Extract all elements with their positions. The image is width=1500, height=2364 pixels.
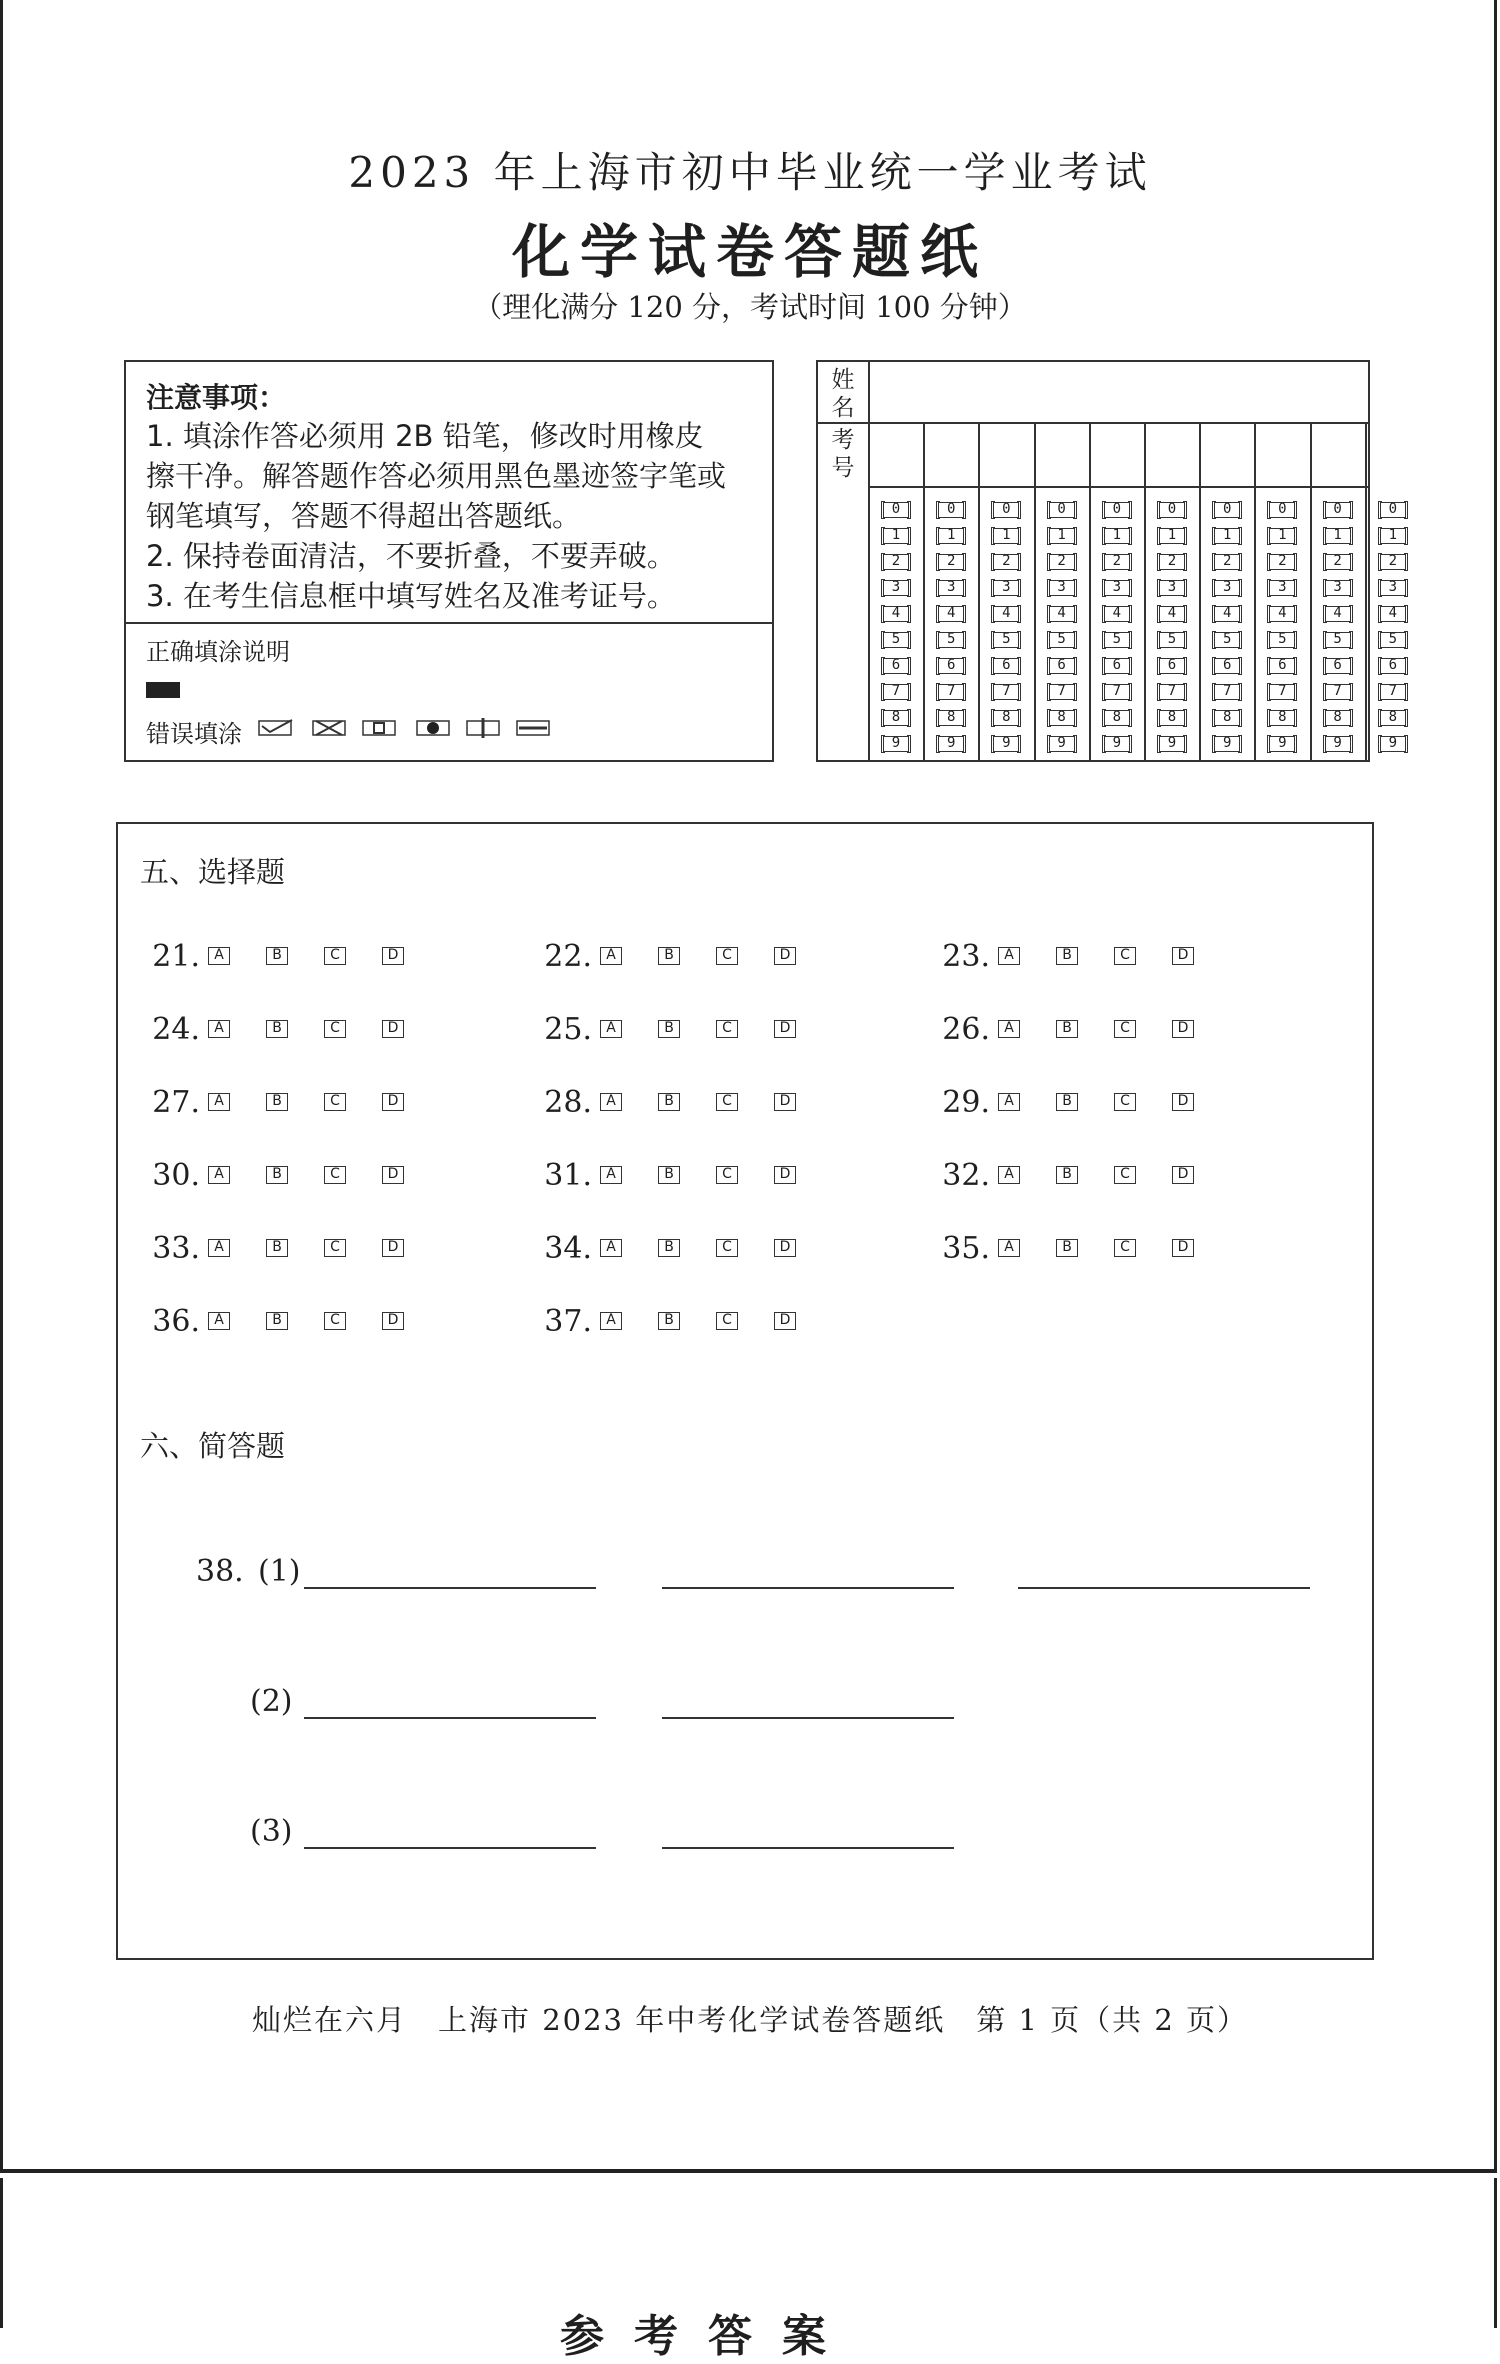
option-bubble-d[interactable]: D [382, 1020, 404, 1038]
option-bubble-c[interactable]: C [324, 1312, 346, 1330]
choice-question [532, 936, 832, 976]
answer-blank[interactable] [662, 1846, 954, 1849]
option-bubble-c[interactable]: C [324, 1166, 346, 1184]
option-bubble-b[interactable]: B [658, 1020, 680, 1038]
option-bubble-c[interactable]: C [324, 1020, 346, 1038]
option-bubble-b[interactable]: B [658, 1312, 680, 1330]
id-digit-bubble[interactable]: 3 [883, 580, 909, 596]
id-digit-bubble[interactable]: 6 [883, 658, 909, 674]
id-digit-bubble[interactable]: 5 [1049, 632, 1075, 648]
id-column-divider [923, 422, 925, 762]
id-column-divider [1144, 422, 1146, 762]
id-digit-bubble[interactable]: 4 [883, 606, 909, 622]
id-digit-bubble[interactable]: 6 [1380, 658, 1406, 674]
id-digit-bubble[interactable]: 3 [1159, 580, 1185, 596]
id-digit-bubble[interactable]: 8 [1269, 710, 1295, 726]
option-bubble-d[interactable]: D [774, 1093, 796, 1111]
id-digit-bubble[interactable]: 0 [1049, 502, 1075, 518]
id-digit-bubble[interactable]: 9 [1049, 736, 1075, 752]
option-bubble-a[interactable]: A [208, 947, 230, 965]
id-digit-bubble[interactable]: 5 [1269, 632, 1295, 648]
question-number: 30. [152, 1157, 200, 1193]
id-digit-bubble[interactable]: 1 [938, 528, 964, 544]
id-digit-bubble[interactable]: 7 [1049, 684, 1075, 700]
option-bubble-a[interactable]: A [600, 1093, 622, 1111]
option-bubble-d[interactable]: D [1172, 1166, 1194, 1184]
option-bubble-b[interactable]: B [266, 1020, 288, 1038]
id-digit-bubble[interactable]: 3 [1214, 580, 1240, 596]
id-digit-bubble[interactable]: 3 [1380, 580, 1406, 596]
id-digit-bubble[interactable]: 5 [1159, 632, 1185, 648]
id-digit-bubble[interactable]: 3 [1104, 580, 1130, 596]
id-digit-bubble[interactable]: 4 [1214, 606, 1240, 622]
id-digit-bubble[interactable]: 6 [1269, 658, 1295, 674]
option-bubble-c[interactable]: C [716, 1020, 738, 1038]
id-digit-bubble[interactable]: 2 [1325, 554, 1351, 570]
id-digit-bubble[interactable]: 9 [993, 736, 1019, 752]
option-bubble-c[interactable]: C [1114, 1093, 1136, 1111]
sheet-title: 化学试卷答题纸 [511, 218, 988, 286]
choice-question [930, 1009, 1230, 1049]
id-digit-bubble[interactable]: 2 [993, 554, 1019, 570]
wrong-fill-check-icon [258, 718, 294, 738]
option-bubble-a[interactable]: A [208, 1093, 230, 1111]
wrong-fill-cross-icon [312, 718, 348, 738]
answer-area [116, 822, 1374, 1960]
option-bubble-d[interactable]: D [774, 1239, 796, 1257]
wrong-fill-label: 错误填涂 [146, 720, 242, 748]
answer-blank[interactable] [304, 1846, 596, 1849]
id-digit-bubble[interactable]: 7 [1159, 684, 1185, 700]
question-number: 22. [544, 938, 592, 974]
question-number: 21. [152, 938, 200, 974]
option-bubble-d[interactable]: D [382, 1239, 404, 1257]
question-number: 24. [152, 1011, 200, 1047]
id-digit-bubble[interactable]: 2 [1159, 554, 1185, 570]
option-bubble-d[interactable]: D [1172, 1093, 1194, 1111]
exam-title: 2023 年上海市初中毕业统一学业考试 [348, 148, 1152, 197]
option-bubble-d[interactable]: D [1172, 947, 1194, 965]
option-bubble-a[interactable]: A [208, 1239, 230, 1257]
id-digit-bubble[interactable]: 9 [938, 736, 964, 752]
section-5-title: 五、选择题 [140, 855, 286, 889]
option-bubble-c[interactable]: C [716, 1239, 738, 1257]
id-digit-bubble[interactable]: 1 [883, 528, 909, 544]
option-bubble-a[interactable]: A [998, 1239, 1020, 1257]
exam-subtitle: （理化满分 120 分，考试时间 100 分钟） [473, 290, 1027, 324]
choice-question [140, 1301, 440, 1341]
question-number: 35. [942, 1230, 990, 1266]
id-digit-bubble[interactable]: 8 [1104, 710, 1130, 726]
id-digit-bubble[interactable]: 1 [1380, 528, 1406, 544]
id-column-divider [1199, 422, 1201, 762]
option-bubble-a[interactable]: A [998, 947, 1020, 965]
id-digit-bubble[interactable]: 1 [1214, 528, 1240, 544]
option-bubble-b[interactable]: B [658, 947, 680, 965]
id-digit-bubble[interactable]: 8 [883, 710, 909, 726]
id-digit-bubble[interactable]: 5 [938, 632, 964, 648]
id-digit-bubble[interactable]: 0 [1104, 502, 1130, 518]
id-digit-bubble[interactable]: 7 [883, 684, 909, 700]
id-digit-bubble[interactable]: 0 [1159, 502, 1185, 518]
id-digit-bubble[interactable]: 4 [1269, 606, 1295, 622]
option-bubble-c[interactable]: C [1114, 1020, 1136, 1038]
question-number: 34. [544, 1230, 592, 1266]
page-footer: 灿烂在六月 上海市 2023 年中考化学试卷答题纸 第 1 页（共 2 页） [251, 2003, 1248, 2037]
option-bubble-b[interactable]: B [658, 1093, 680, 1111]
option-bubble-b[interactable]: B [266, 1239, 288, 1257]
id-digit-bubble[interactable]: 3 [938, 580, 964, 596]
option-bubble-c[interactable]: C [324, 1093, 346, 1111]
id-digit-bubble[interactable]: 0 [938, 502, 964, 518]
question-number: 37. [544, 1303, 592, 1339]
question-number: 27. [152, 1084, 200, 1120]
choice-question [930, 1155, 1230, 1195]
question-number: 26. [942, 1011, 990, 1047]
id-digit-bubble[interactable]: 8 [1049, 710, 1075, 726]
option-bubble-d[interactable]: D [774, 1166, 796, 1184]
notice-box [124, 360, 774, 762]
id-digit-bubble[interactable]: 2 [1214, 554, 1240, 570]
id-digit-bubble[interactable]: 9 [1159, 736, 1185, 752]
id-digit-bubble[interactable]: 4 [1325, 606, 1351, 622]
option-bubble-c[interactable]: C [716, 1312, 738, 1330]
id-digit-bubble[interactable]: 1 [993, 528, 1019, 544]
notice-heading: 注意事项： [146, 381, 287, 414]
id-digit-bubble[interactable]: 9 [1380, 736, 1406, 752]
option-bubble-d[interactable]: D [1172, 1020, 1194, 1038]
id-digit-bubble[interactable]: 1 [1325, 528, 1351, 544]
option-bubble-c[interactable]: C [716, 1166, 738, 1184]
option-bubble-d[interactable]: D [382, 947, 404, 965]
choice-question [532, 1228, 832, 1268]
correct-fill-label: 正确填涂说明 [146, 638, 290, 666]
choice-question [140, 1228, 440, 1268]
notice-line: 2. 保持卷面清洁，不要折叠，不要弄破。 [146, 539, 676, 573]
choice-question [140, 1082, 440, 1122]
question-number: 23. [942, 938, 990, 974]
id-digit-bubble[interactable]: 7 [1380, 684, 1406, 700]
id-digit-bubble[interactable]: 9 [1325, 736, 1351, 752]
id-digit-bubble[interactable]: 0 [883, 502, 909, 518]
option-bubble-c[interactable]: C [1114, 947, 1136, 965]
notice-line: 1. 填涂作答必须用 2B 铅笔，修改时用橡皮 [146, 419, 704, 453]
id-digit-bubble[interactable]: 7 [1269, 684, 1295, 700]
choice-question [930, 936, 1230, 976]
id-digit-bubble[interactable]: 6 [938, 658, 964, 674]
option-bubble-d[interactable]: D [382, 1166, 404, 1184]
id-digit-bubble[interactable]: 6 [1104, 658, 1130, 674]
option-bubble-d[interactable]: D [774, 947, 796, 965]
id-digit-bubble[interactable]: 0 [993, 502, 1019, 518]
answer-blank[interactable] [662, 1586, 954, 1589]
id-digit-bubble[interactable]: 1 [1104, 528, 1130, 544]
wrong-fill-hline-icon [516, 718, 552, 738]
choice-question [140, 936, 440, 976]
option-bubble-b[interactable]: B [658, 1166, 680, 1184]
option-bubble-b[interactable]: B [1056, 1093, 1078, 1111]
option-bubble-b[interactable]: B [1056, 947, 1078, 965]
page-2-title: 参考答案 [560, 2311, 856, 2362]
id-digit-bubble[interactable]: 1 [1049, 528, 1075, 544]
id-digit-bubble[interactable]: 9 [1269, 736, 1295, 752]
question-number: 31. [544, 1157, 592, 1193]
id-digit-bubble[interactable]: 6 [1159, 658, 1185, 674]
id-digit-bubble[interactable]: 7 [1104, 684, 1130, 700]
id-digit-bubble[interactable]: 8 [993, 710, 1019, 726]
id-digit-bubble[interactable]: 5 [1214, 632, 1240, 648]
question-number: 32. [942, 1157, 990, 1193]
wrong-fill-bar-icon [362, 718, 398, 738]
choice-question [930, 1228, 1230, 1268]
option-bubble-c[interactable]: C [324, 1239, 346, 1257]
id-column-divider [1089, 422, 1091, 762]
option-bubble-b[interactable]: B [1056, 1166, 1078, 1184]
id-digit-bubble[interactable]: 4 [1049, 606, 1075, 622]
id-digit-bubble[interactable]: 9 [1214, 736, 1240, 752]
option-bubble-b[interactable]: B [266, 1093, 288, 1111]
option-bubble-c[interactable]: C [716, 947, 738, 965]
section-6-title: 六、简答题 [140, 1429, 286, 1463]
answer-blank[interactable] [304, 1586, 596, 1589]
id-digit-bubble[interactable]: 3 [1325, 580, 1351, 596]
option-bubble-b[interactable]: B [266, 1312, 288, 1330]
option-bubble-b[interactable]: B [1056, 1239, 1078, 1257]
id-digit-bubble[interactable]: 2 [1380, 554, 1406, 570]
option-bubble-c[interactable]: C [716, 1093, 738, 1111]
choice-question [140, 1155, 440, 1195]
id-digit-bubble[interactable]: 5 [1325, 632, 1351, 648]
id-digit-bubble[interactable]: 6 [1214, 658, 1240, 674]
option-bubble-b[interactable]: B [1056, 1020, 1078, 1038]
choice-question [930, 1082, 1230, 1122]
id-column-divider [1034, 422, 1036, 762]
option-bubble-b[interactable]: B [266, 947, 288, 965]
id-digit-bubble[interactable]: 5 [1104, 632, 1130, 648]
id-digit-bubble[interactable]: 3 [993, 580, 1019, 596]
notice-line: 3. 在考生信息框中填写姓名及准考证号。 [146, 579, 676, 613]
option-bubble-a[interactable]: A [600, 947, 622, 965]
option-bubble-b[interactable]: B [658, 1239, 680, 1257]
id-column-divider [978, 422, 980, 762]
notice-divider [126, 622, 772, 624]
option-bubble-c[interactable]: C [1114, 1166, 1136, 1184]
id-digit-bubble[interactable]: 2 [1104, 554, 1130, 570]
question-38-part-3: (3) [250, 1814, 293, 1849]
option-bubble-a[interactable]: A [600, 1166, 622, 1184]
id-digit-bubble[interactable]: 4 [1159, 606, 1185, 622]
id-digit-bubble[interactable]: 7 [1214, 684, 1240, 700]
option-bubble-b[interactable]: B [266, 1166, 288, 1184]
option-bubble-d[interactable]: D [382, 1312, 404, 1330]
option-bubble-a[interactable]: A [998, 1166, 1020, 1184]
question-number: 28. [544, 1084, 592, 1120]
id-digit-bubble[interactable]: 2 [938, 554, 964, 570]
id-label: 考号 [831, 427, 855, 481]
id-digit-bubble[interactable]: 3 [1049, 580, 1075, 596]
choice-question [140, 1009, 440, 1049]
id-digit-bubble[interactable]: 9 [883, 736, 909, 752]
id-column-divider [1365, 422, 1367, 762]
option-bubble-a[interactable]: A [208, 1166, 230, 1184]
id-digit-bubble[interactable]: 8 [1159, 710, 1185, 726]
question-38-part-2: (2) [250, 1684, 293, 1719]
id-row-divider [868, 486, 1370, 488]
candidate-info-box [816, 360, 1398, 762]
id-digit-bubble[interactable]: 5 [993, 632, 1019, 648]
id-digit-bubble[interactable]: 2 [1049, 554, 1075, 570]
question-number: 29. [942, 1084, 990, 1120]
id-digit-bubble[interactable]: 0 [1269, 502, 1295, 518]
id-digit-bubble[interactable]: 0 [1214, 502, 1240, 518]
option-bubble-a[interactable]: A [998, 1020, 1020, 1038]
option-bubble-d[interactable]: D [774, 1020, 796, 1038]
id-digit-bubble[interactable]: 8 [1214, 710, 1240, 726]
id-digit-bubble[interactable]: 6 [993, 658, 1019, 674]
id-digit-bubble[interactable]: 6 [1049, 658, 1075, 674]
id-digit-bubble[interactable]: 4 [938, 606, 964, 622]
id-digit-bubble[interactable]: 1 [1269, 528, 1295, 544]
choice-question [532, 1082, 832, 1122]
id-digit-bubble[interactable]: 7 [938, 684, 964, 700]
wrong-fill-line-icon [466, 718, 502, 738]
id-digit-bubble[interactable]: 9 [1104, 736, 1130, 752]
option-bubble-d[interactable]: D [382, 1093, 404, 1111]
option-bubble-d[interactable]: D [1172, 1239, 1194, 1257]
notice-line: 钢笔填写，答题不得超出答题纸。 [146, 499, 582, 533]
name-label: 姓名 [831, 367, 855, 421]
option-bubble-a[interactable]: A [600, 1312, 622, 1330]
question-number: 25. [544, 1011, 592, 1047]
answer-blank[interactable] [662, 1716, 954, 1719]
id-digit-bubble[interactable]: 4 [1104, 606, 1130, 622]
option-bubble-a[interactable]: A [208, 1020, 230, 1038]
option-bubble-c[interactable]: C [1114, 1239, 1136, 1257]
notice-line: 擦干净。解答题作答必须用黑色墨迹签字笔或 [146, 459, 727, 493]
id-digit-bubble[interactable]: 6 [1325, 658, 1351, 674]
id-digit-bubble[interactable]: 3 [1269, 580, 1295, 596]
id-digit-bubble[interactable]: 7 [993, 684, 1019, 700]
id-column-divider [1254, 422, 1256, 762]
id-column-divider [1310, 422, 1312, 762]
question-38-number: 38. [196, 1554, 244, 1589]
answer-blank[interactable] [304, 1716, 596, 1719]
option-bubble-a[interactable]: A [600, 1020, 622, 1038]
choice-question [532, 1301, 832, 1341]
correct-fill-sample [146, 682, 180, 698]
question-number: 36. [152, 1303, 200, 1339]
option-bubble-a[interactable]: A [600, 1239, 622, 1257]
id-digit-bubble[interactable]: 8 [938, 710, 964, 726]
id-digit-bubble[interactable]: 4 [993, 606, 1019, 622]
id-digit-bubble[interactable]: 0 [1325, 502, 1351, 518]
choice-question [532, 1009, 832, 1049]
id-digit-bubble[interactable]: 4 [1380, 606, 1406, 622]
name-row-divider [818, 422, 1370, 424]
question-number: 33. [152, 1230, 200, 1266]
id-digit-bubble[interactable]: 5 [883, 632, 909, 648]
id-digit-bubble[interactable]: 2 [883, 554, 909, 570]
answer-blank[interactable] [1018, 1586, 1310, 1589]
option-bubble-a[interactable]: A [208, 1312, 230, 1330]
id-digit-bubble[interactable]: 7 [1325, 684, 1351, 700]
id-digit-bubble[interactable]: 0 [1380, 502, 1406, 518]
option-bubble-d[interactable]: D [774, 1312, 796, 1330]
wrong-fill-dot-icon [416, 718, 452, 738]
choice-question [532, 1155, 832, 1195]
option-bubble-a[interactable]: A [998, 1093, 1020, 1111]
id-digit-bubble[interactable]: 8 [1325, 710, 1351, 726]
question-38-part-1: (1) [258, 1554, 301, 1589]
id-digit-bubble[interactable]: 1 [1159, 528, 1185, 544]
id-digit-bubble[interactable]: 2 [1269, 554, 1295, 570]
option-bubble-c[interactable]: C [324, 947, 346, 965]
id-digit-bubble[interactable]: 5 [1380, 632, 1406, 648]
id-digit-bubble[interactable]: 8 [1380, 710, 1406, 726]
